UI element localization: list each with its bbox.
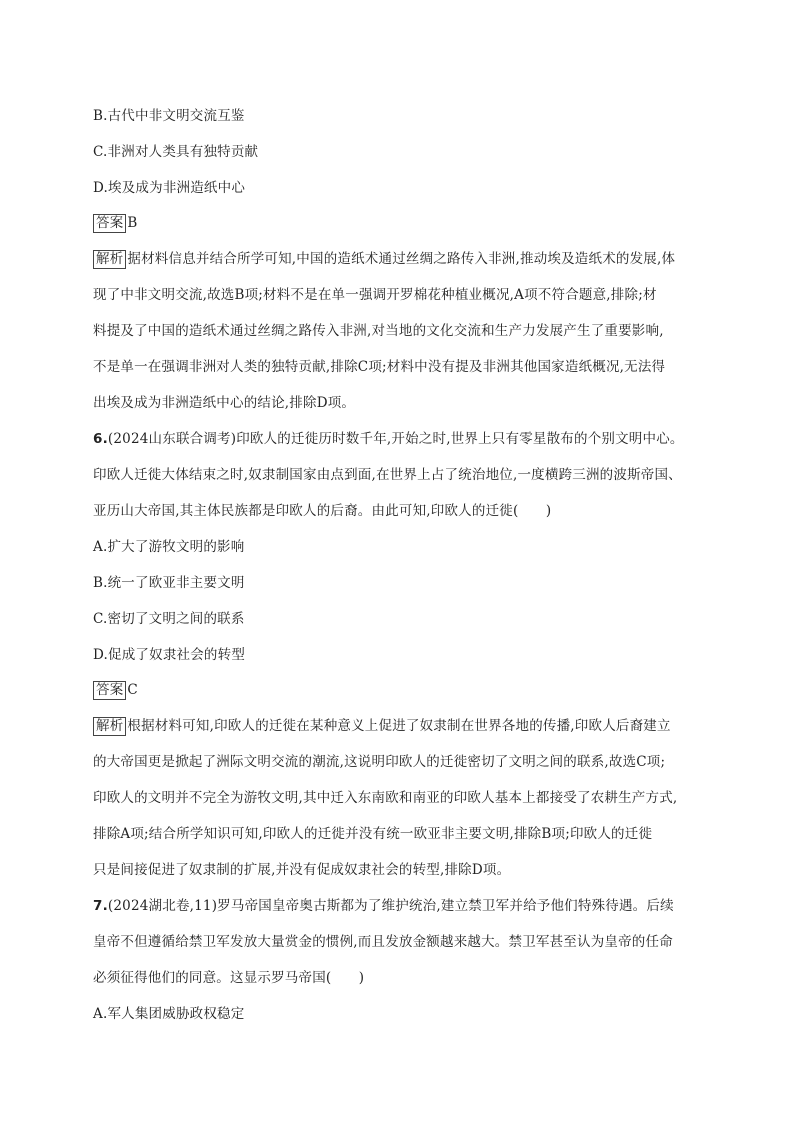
q5-analysis-line-4: 不是单一在强调非洲对人类的独特贡献,排除C项;材料中没有提及非洲其他国家造纸概况,无法得 (93, 359, 666, 375)
answer-label: 答案 (93, 214, 126, 233)
q6-answer (93, 680, 138, 700)
q7-stem-line-2: 皇帝不但遵循给禁卫军发放大量赏金的惯例,而且发放金额越来越大。禁卫军甚至认为皇帝的任命 (93, 934, 673, 950)
question-number: 7. (93, 898, 108, 914)
answer-value: C (127, 682, 138, 698)
q7-stem-line-3: 必须征得他们的同意。这显示罗马帝国( ) (93, 970, 365, 986)
q6-analysis-line-5: 只是间接促进了奴隶制的扩展,并没有促成奴隶社会的转型,排除D项。 (93, 862, 511, 878)
answer-label: 答案 (93, 681, 126, 700)
q6-stem-line-3: 亚历山大帝国,其主体民族都是印欧人的后裔。由此可知,印欧人的迁徙( ) (93, 503, 552, 519)
q5-analysis-line-1 (93, 249, 675, 269)
q6-option-d: D.促成了奴隶社会的转型 (93, 647, 246, 663)
q7-stem-line-1 (93, 896, 674, 916)
analysis-label: 解析 (93, 250, 126, 269)
stem-text: (2024山东联合调考)印欧人的迁徙历时数千年,开始之时,世界上只有零星散布的个别文明中心。 (107, 431, 684, 447)
question-number: 6. (93, 431, 108, 447)
analysis-text: 根据材料可知,印欧人的迁徙在某种意义上促进了奴隶制在世界各地的传播,印欧人后裔建立 (127, 718, 671, 734)
q6-analysis-line-1 (93, 716, 671, 736)
q7-option-a: A.军人集团威胁政权稳定 (93, 1006, 245, 1022)
answer-value: B (127, 215, 138, 231)
q5-analysis-line-2: 现了中非文明交流,故选B项;材料不是在单一强调开罗棉花种植业概况,A项不符合题意,排除;材 (93, 287, 657, 303)
stem-text: (2024湖北卷,11)罗马帝国皇帝奥古斯都为了维护统治,建立禁卫军并给予他们特殊待遇。后续 (107, 898, 674, 914)
q5-option-c: C.非洲对人类具有独特贡献 (93, 144, 259, 160)
q5-option-b: B.古代中非文明交流互鉴 (93, 108, 245, 124)
q6-stem-line-2: 印欧人迁徙大体结束之时,奴隶制国家由点到面,在世界上占了统治地位,一度横跨三洲的波斯帝国、 (93, 467, 682, 483)
q6-analysis-line-2: 的大帝国更是掀起了洲际文明交流的潮流,这说明印欧人的迁徙密切了文明之间的联系,故选C项; (93, 754, 666, 770)
q5-option-d: D.埃及成为非洲造纸中心 (93, 180, 246, 196)
q6-option-c: C.密切了文明之间的联系 (93, 611, 245, 627)
q5-answer (93, 213, 138, 233)
q6-analysis-line-3: 印欧人的文明并不完全为游牧文明,其中迁入东南欧和南亚的印欧人基本上都接受了农耕生产方式, (93, 790, 678, 806)
q6-option-a: A.扩大了游牧文明的影响 (93, 539, 245, 555)
q5-analysis-line-3: 料提及了中国的造纸术通过丝绸之路传入非洲,对当地的文化交流和生产力发展产生了重要影响, (93, 323, 664, 339)
q6-analysis-line-4: 排除A项;结合所学知识可知,印欧人的迁徙并没有统一欧亚非主要文明,排除B项;印欧人的迁徙 (93, 826, 653, 842)
q5-analysis-line-5: 出埃及成为非洲造纸中心的结论,排除D项。 (93, 395, 356, 411)
q6-stem-line-1 (93, 429, 684, 449)
analysis-label: 解析 (93, 717, 126, 736)
analysis-text: 据材料信息并结合所学可知,中国的造纸术通过丝绸之路传入非洲,推动埃及造纸术的发展,体 (127, 251, 676, 267)
q6-option-b: B.统一了欧亚非主要文明 (93, 575, 245, 591)
